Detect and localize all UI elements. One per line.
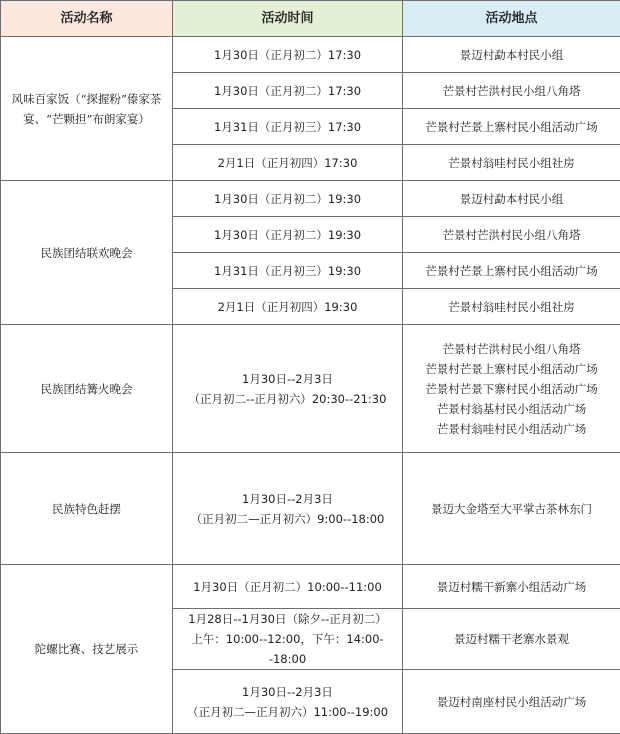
activity-place-line: 芒景村芒洪村民小组八角塔 — [403, 225, 620, 245]
activity-place-line: 芒景村芒洪村民小组八角塔 — [403, 339, 620, 359]
activity-name-cell — [1, 453, 173, 565]
activity-place-line: 景迈村勐本村民小组 — [403, 45, 620, 65]
activity-time-cell — [173, 217, 403, 253]
table-row — [1, 37, 620, 73]
activity-place-line: 芒景村翁基村民小组活动广场 — [403, 399, 620, 419]
activity-time-line: （正月初二—正月初六）9:00--18:00 — [173, 509, 402, 529]
activity-place-cell — [403, 670, 620, 734]
activity-place-line: 芒景村芒景下寨村民小组活动广场 — [403, 379, 620, 399]
table-row — [1, 325, 620, 453]
activity-place-line: 芒景村翁哇村民小组社房 — [403, 153, 620, 173]
activity-name-line: 民族团结联欢晚会 — [1, 243, 172, 263]
activity-place-line: 景迈村南座村民小组活动广场 — [403, 692, 620, 712]
activity-time-cell — [173, 253, 403, 289]
activity-name-cell — [1, 37, 173, 181]
activity-place-cell — [403, 181, 620, 217]
activity-time-cell — [173, 73, 403, 109]
activity-time-line: （正月初二--正月初六）20:30--21:30 — [173, 389, 402, 409]
activity-place-line: 芒景村芒景上寨村民小组活动广场 — [403, 117, 620, 137]
activity-place-line: 景迈村糯干老寨水景观 — [403, 629, 620, 649]
activity-time-line: 1月31日（正月初三）19:30 — [173, 261, 402, 281]
table-row — [1, 181, 620, 217]
activity-place-cell — [403, 289, 620, 325]
activity-place-cell — [403, 609, 620, 670]
activity-name-line: 民族特色赶摆 — [1, 499, 172, 519]
activity-time-cell — [173, 565, 403, 609]
activity-time-cell — [173, 109, 403, 145]
activity-name-cell — [1, 565, 173, 734]
activity-time-line: 2月1日（正月初四）19:30 — [173, 297, 402, 317]
activity-place-line: 景迈村勐本村民小组 — [403, 189, 620, 209]
activity-place-line: 芒景村芒洪村民小组八角塔 — [403, 81, 620, 101]
activity-place-cell — [403, 325, 620, 453]
activity-time-line: （正月初二—正月初六）11:00--19:00 — [173, 702, 402, 722]
table-row — [1, 565, 620, 609]
activity-place-cell — [403, 253, 620, 289]
header-row — [1, 1, 620, 37]
activity-place-cell — [403, 453, 620, 565]
activity-time-line: 1月30日--2月3日 — [173, 489, 402, 509]
activity-place-cell — [403, 565, 620, 609]
activity-place-line: 芒景村翁哇村民小组活动广场 — [403, 419, 620, 439]
table-row — [1, 453, 620, 565]
activity-time-cell — [173, 145, 403, 181]
activity-time-line: 1月30日--2月3日 — [173, 682, 402, 702]
activity-name-cell — [1, 181, 173, 325]
activity-name-cell — [1, 325, 173, 453]
activity-place-cell — [403, 109, 620, 145]
activity-time-cell — [173, 325, 403, 453]
table-body — [1, 37, 620, 734]
activity-time-cell — [173, 181, 403, 217]
activity-name-line: 宴、“芒颗担”布朗家宴） — [1, 109, 172, 129]
activity-time-line: 1月30日（正月初二）19:30 — [173, 189, 402, 209]
activity-place-cell — [403, 37, 620, 73]
header-activity-place: 活动地点 — [403, 1, 620, 37]
activity-time-line: 1月30日--2月3日 — [173, 369, 402, 389]
activity-time-line: 1月30日（正月初二）19:30 — [173, 225, 402, 245]
activity-time-cell — [173, 609, 403, 670]
activity-time-line: 2月1日（正月初四）17:30 — [173, 153, 402, 173]
activity-time-line: 1月31日（正月初三）17:30 — [173, 117, 402, 137]
activity-name-line: 陀螺比赛、技艺展示 — [1, 639, 172, 659]
activity-place-cell — [403, 73, 620, 109]
activity-place-cell — [403, 217, 620, 253]
activity-place-line: 芒景村翁哇村民小组社房 — [403, 297, 620, 317]
header-activity-name: 活动名称 — [1, 1, 173, 37]
activity-time-line: 1月30日（正月初二）17:30 — [173, 81, 402, 101]
header-activity-time: 活动时间 — [173, 1, 403, 37]
activity-time-line: 1月30日（正月初二）10:00--11:00 — [173, 577, 402, 597]
activity-time-cell — [173, 670, 403, 734]
activity-name-line: 风味百家饭（“探握粉”傣家茶 — [1, 89, 172, 109]
activity-time-cell — [173, 37, 403, 73]
activity-time-line: 1月28日--1月30日（除夕--正月初二） — [173, 609, 402, 629]
activity-name-line: 民族团结篝火晚会 — [1, 379, 172, 399]
activity-place-cell — [403, 145, 620, 181]
activity-place-line: 芒景村芒景上寨村民小组活动广场 — [403, 261, 620, 281]
activity-time-cell — [173, 289, 403, 325]
activity-time-line: 上午：10:00--12:00，下午：14:00--18:00 — [173, 629, 402, 669]
activity-place-line: 景迈大金塔至大平掌古茶林东门 — [403, 499, 620, 519]
activity-place-line: 芒景村芒景上寨村民小组活动广场 — [403, 359, 620, 379]
activity-time-line: 1月30日（正月初二）17:30 — [173, 45, 402, 65]
activity-time-cell — [173, 453, 403, 565]
activity-place-line: 景迈村糯干新寨小组活动广场 — [403, 577, 620, 597]
